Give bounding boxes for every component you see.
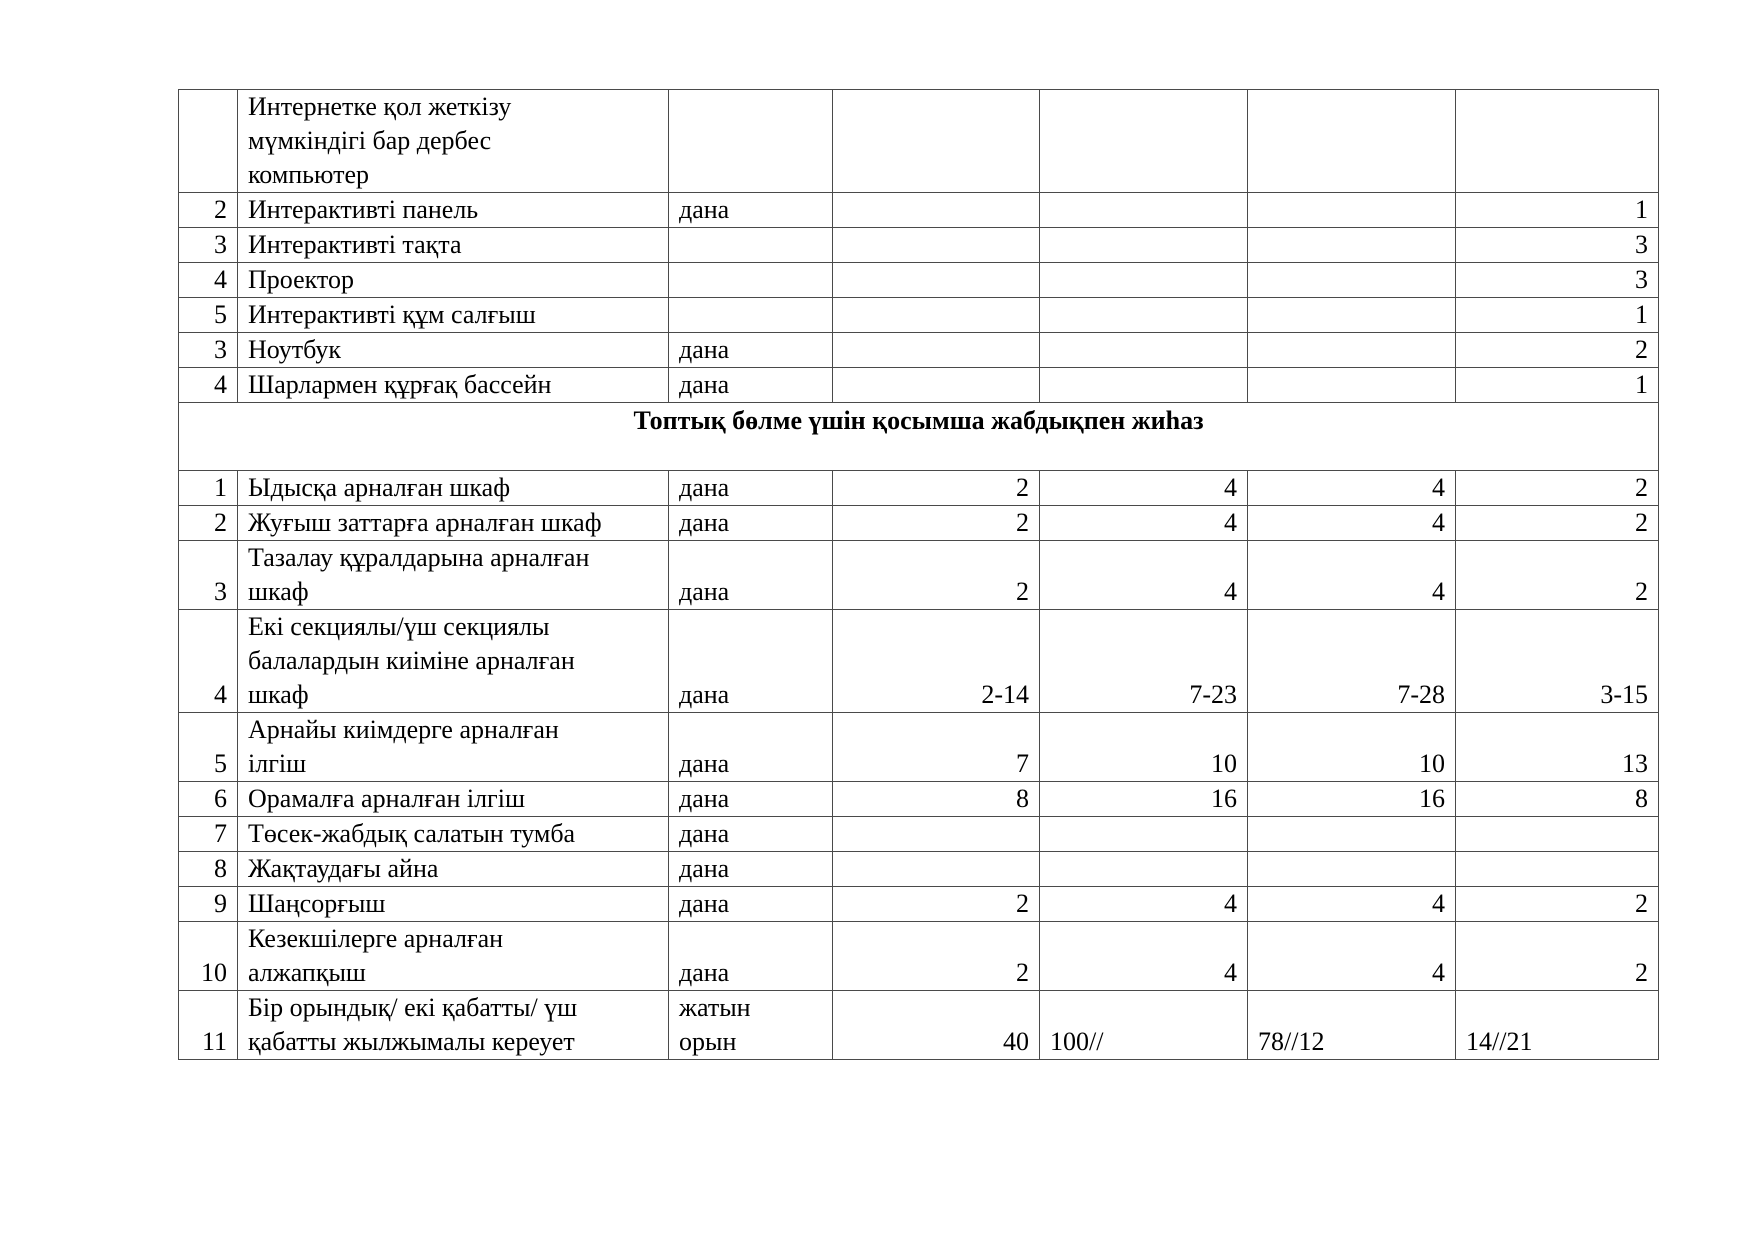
item-name-cell: Кезекшілерге арналған алжапқыш xyxy=(238,922,669,991)
table-row xyxy=(179,782,1659,817)
quantity-col-3-cell: 78//12 xyxy=(1248,991,1456,1060)
row-number-cell: 2 xyxy=(179,506,238,541)
quantity-col-2-cell xyxy=(1040,228,1248,263)
item-name-cell: Бір орындық/ екі қабатты/ үш қабатты жылжымалы кереует xyxy=(238,991,669,1060)
quantity-col-1-cell xyxy=(833,368,1040,403)
quantity-col-3-cell xyxy=(1248,90,1456,193)
unit-cell xyxy=(669,298,833,333)
item-name-cell: Жақтаудағы айна xyxy=(238,852,669,887)
quantity-col-1-cell xyxy=(833,817,1040,852)
quantity-col-2-cell xyxy=(1040,852,1248,887)
table-body xyxy=(179,90,1659,1060)
item-name-cell: Ыдысқа арналған шкаф xyxy=(238,471,669,506)
quantity-col-3-cell xyxy=(1248,333,1456,368)
quantity-col-3-cell: 4 xyxy=(1248,471,1456,506)
quantity-col-3-cell xyxy=(1248,263,1456,298)
unit-cell xyxy=(669,263,833,298)
row-number-cell: 3 xyxy=(179,228,238,263)
quantity-col-1-cell xyxy=(833,263,1040,298)
quantity-col-4-cell xyxy=(1456,817,1659,852)
row-number-cell: 4 xyxy=(179,263,238,298)
quantity-col-2-cell: 4 xyxy=(1040,887,1248,922)
quantity-col-3-cell xyxy=(1248,228,1456,263)
quantity-col-1-cell: 2-14 xyxy=(833,610,1040,713)
section-title: Топтық бөлме үшін қосымша жабдықпен жиһаз xyxy=(179,403,1659,471)
row-number-cell: 8 xyxy=(179,852,238,887)
table-row xyxy=(179,471,1659,506)
quantity-col-1-cell: 2 xyxy=(833,471,1040,506)
quantity-col-1-cell xyxy=(833,90,1040,193)
unit-cell xyxy=(669,90,833,193)
table-row xyxy=(179,90,1659,193)
quantity-col-3-cell: 16 xyxy=(1248,782,1456,817)
unit-cell: дана xyxy=(669,506,833,541)
table-row xyxy=(179,610,1659,713)
item-name-cell: Арнайы киімдерге арналған ілгіш xyxy=(238,713,669,782)
row-number-cell: 5 xyxy=(179,298,238,333)
quantity-col-2-cell xyxy=(1040,90,1248,193)
quantity-col-3-cell xyxy=(1248,817,1456,852)
quantity-col-4-cell xyxy=(1456,90,1659,193)
unit-cell: дана xyxy=(669,193,833,228)
item-name-cell: Ноутбук xyxy=(238,333,669,368)
quantity-col-1-cell xyxy=(833,228,1040,263)
item-name-cell: Проектор xyxy=(238,263,669,298)
item-name-cell: Тазалау құралдарына арналған шкаф xyxy=(238,541,669,610)
quantity-col-1-cell: 40 xyxy=(833,991,1040,1060)
quantity-col-1-cell xyxy=(833,298,1040,333)
unit-cell: дана xyxy=(669,852,833,887)
inventory-table xyxy=(178,89,1659,1060)
unit-cell: дана xyxy=(669,541,833,610)
quantity-col-4-cell: 2 xyxy=(1456,922,1659,991)
table-row xyxy=(179,263,1659,298)
quantity-col-1-cell: 2 xyxy=(833,887,1040,922)
quantity-col-3-cell: 7-28 xyxy=(1248,610,1456,713)
item-name-cell: Орамалға арналған ілгіш xyxy=(238,782,669,817)
quantity-col-4-cell: 3-15 xyxy=(1456,610,1659,713)
quantity-col-1-cell: 2 xyxy=(833,922,1040,991)
row-number-cell: 6 xyxy=(179,782,238,817)
row-number-cell xyxy=(179,90,238,193)
quantity-col-1-cell xyxy=(833,193,1040,228)
unit-cell xyxy=(669,228,833,263)
unit-cell: дана xyxy=(669,471,833,506)
item-name-cell: Интерактивті панель xyxy=(238,193,669,228)
row-number-cell: 11 xyxy=(179,991,238,1060)
table-row xyxy=(179,713,1659,782)
table-row xyxy=(179,887,1659,922)
quantity-col-2-cell: 4 xyxy=(1040,471,1248,506)
table-row xyxy=(179,228,1659,263)
table-row xyxy=(179,368,1659,403)
row-number-cell: 7 xyxy=(179,817,238,852)
quantity-col-1-cell: 2 xyxy=(833,541,1040,610)
quantity-col-2-cell: 16 xyxy=(1040,782,1248,817)
item-name-cell: Интернетке қол жеткізу мүмкіндігі бар дербес компьютер xyxy=(238,90,669,193)
unit-cell: дана xyxy=(669,368,833,403)
quantity-col-3-cell: 10 xyxy=(1248,713,1456,782)
quantity-col-3-cell xyxy=(1248,298,1456,333)
quantity-col-3-cell xyxy=(1248,368,1456,403)
quantity-col-1-cell: 8 xyxy=(833,782,1040,817)
unit-cell: дана xyxy=(669,782,833,817)
table-row xyxy=(179,541,1659,610)
quantity-col-4-cell xyxy=(1456,852,1659,887)
item-name-cell: Шарлармен құрғақ бассейн xyxy=(238,368,669,403)
quantity-col-4-cell: 13 xyxy=(1456,713,1659,782)
quantity-col-2-cell xyxy=(1040,333,1248,368)
table-row xyxy=(179,852,1659,887)
item-name-cell: Екі секциялы/үш секциялы балалардын киіміне арналған шкаф xyxy=(238,610,669,713)
table-row xyxy=(179,506,1659,541)
row-number-cell: 10 xyxy=(179,922,238,991)
quantity-col-2-cell: 7-23 xyxy=(1040,610,1248,713)
quantity-col-4-cell: 8 xyxy=(1456,782,1659,817)
quantity-col-4-cell: 3 xyxy=(1456,228,1659,263)
quantity-col-2-cell: 4 xyxy=(1040,506,1248,541)
quantity-col-4-cell: 14//21 xyxy=(1456,991,1659,1060)
row-number-cell: 5 xyxy=(179,713,238,782)
quantity-col-1-cell xyxy=(833,333,1040,368)
unit-cell: дана xyxy=(669,817,833,852)
item-name-cell: Интерактивті тақта xyxy=(238,228,669,263)
quantity-col-3-cell xyxy=(1248,852,1456,887)
quantity-col-4-cell: 1 xyxy=(1456,193,1659,228)
quantity-col-2-cell: 100// xyxy=(1040,991,1248,1060)
table-row xyxy=(179,333,1659,368)
quantity-col-4-cell: 1 xyxy=(1456,298,1659,333)
unit-cell: жатын орын xyxy=(669,991,833,1060)
row-number-cell: 3 xyxy=(179,541,238,610)
row-number-cell: 3 xyxy=(179,333,238,368)
unit-cell: дана xyxy=(669,713,833,782)
item-name-cell: Шаңсорғыш xyxy=(238,887,669,922)
quantity-col-3-cell: 4 xyxy=(1248,887,1456,922)
quantity-col-4-cell: 3 xyxy=(1456,263,1659,298)
quantity-col-2-cell xyxy=(1040,368,1248,403)
quantity-col-2-cell xyxy=(1040,193,1248,228)
section-header-row xyxy=(179,403,1659,471)
unit-cell: дана xyxy=(669,887,833,922)
quantity-col-4-cell: 2 xyxy=(1456,541,1659,610)
quantity-col-2-cell: 4 xyxy=(1040,541,1248,610)
quantity-col-2-cell: 10 xyxy=(1040,713,1248,782)
quantity-col-4-cell: 2 xyxy=(1456,506,1659,541)
row-number-cell: 2 xyxy=(179,193,238,228)
table-row xyxy=(179,193,1659,228)
quantity-col-2-cell xyxy=(1040,263,1248,298)
item-name-cell: Жуғыш заттарға арналған шкаф xyxy=(238,506,669,541)
row-number-cell: 1 xyxy=(179,471,238,506)
row-number-cell: 4 xyxy=(179,610,238,713)
row-number-cell: 4 xyxy=(179,368,238,403)
quantity-col-2-cell xyxy=(1040,298,1248,333)
quantity-col-4-cell: 1 xyxy=(1456,368,1659,403)
table-row xyxy=(179,298,1659,333)
quantity-col-3-cell: 4 xyxy=(1248,506,1456,541)
table-row xyxy=(179,817,1659,852)
quantity-col-3-cell xyxy=(1248,193,1456,228)
unit-cell: дана xyxy=(669,610,833,713)
unit-cell: дана xyxy=(669,922,833,991)
quantity-col-4-cell: 2 xyxy=(1456,471,1659,506)
item-name-cell: Интерактивті құм салғыш xyxy=(238,298,669,333)
quantity-col-4-cell: 2 xyxy=(1456,887,1659,922)
quantity-col-1-cell: 7 xyxy=(833,713,1040,782)
item-name-cell: Төсек-жабдық салатын тумба xyxy=(238,817,669,852)
quantity-col-3-cell: 4 xyxy=(1248,922,1456,991)
table-row xyxy=(179,922,1659,991)
quantity-col-2-cell xyxy=(1040,817,1248,852)
table-row xyxy=(179,991,1659,1060)
row-number-cell: 9 xyxy=(179,887,238,922)
unit-cell: дана xyxy=(669,333,833,368)
quantity-col-3-cell: 4 xyxy=(1248,541,1456,610)
quantity-col-1-cell xyxy=(833,852,1040,887)
quantity-col-2-cell: 4 xyxy=(1040,922,1248,991)
quantity-col-4-cell: 2 xyxy=(1456,333,1659,368)
quantity-col-1-cell: 2 xyxy=(833,506,1040,541)
